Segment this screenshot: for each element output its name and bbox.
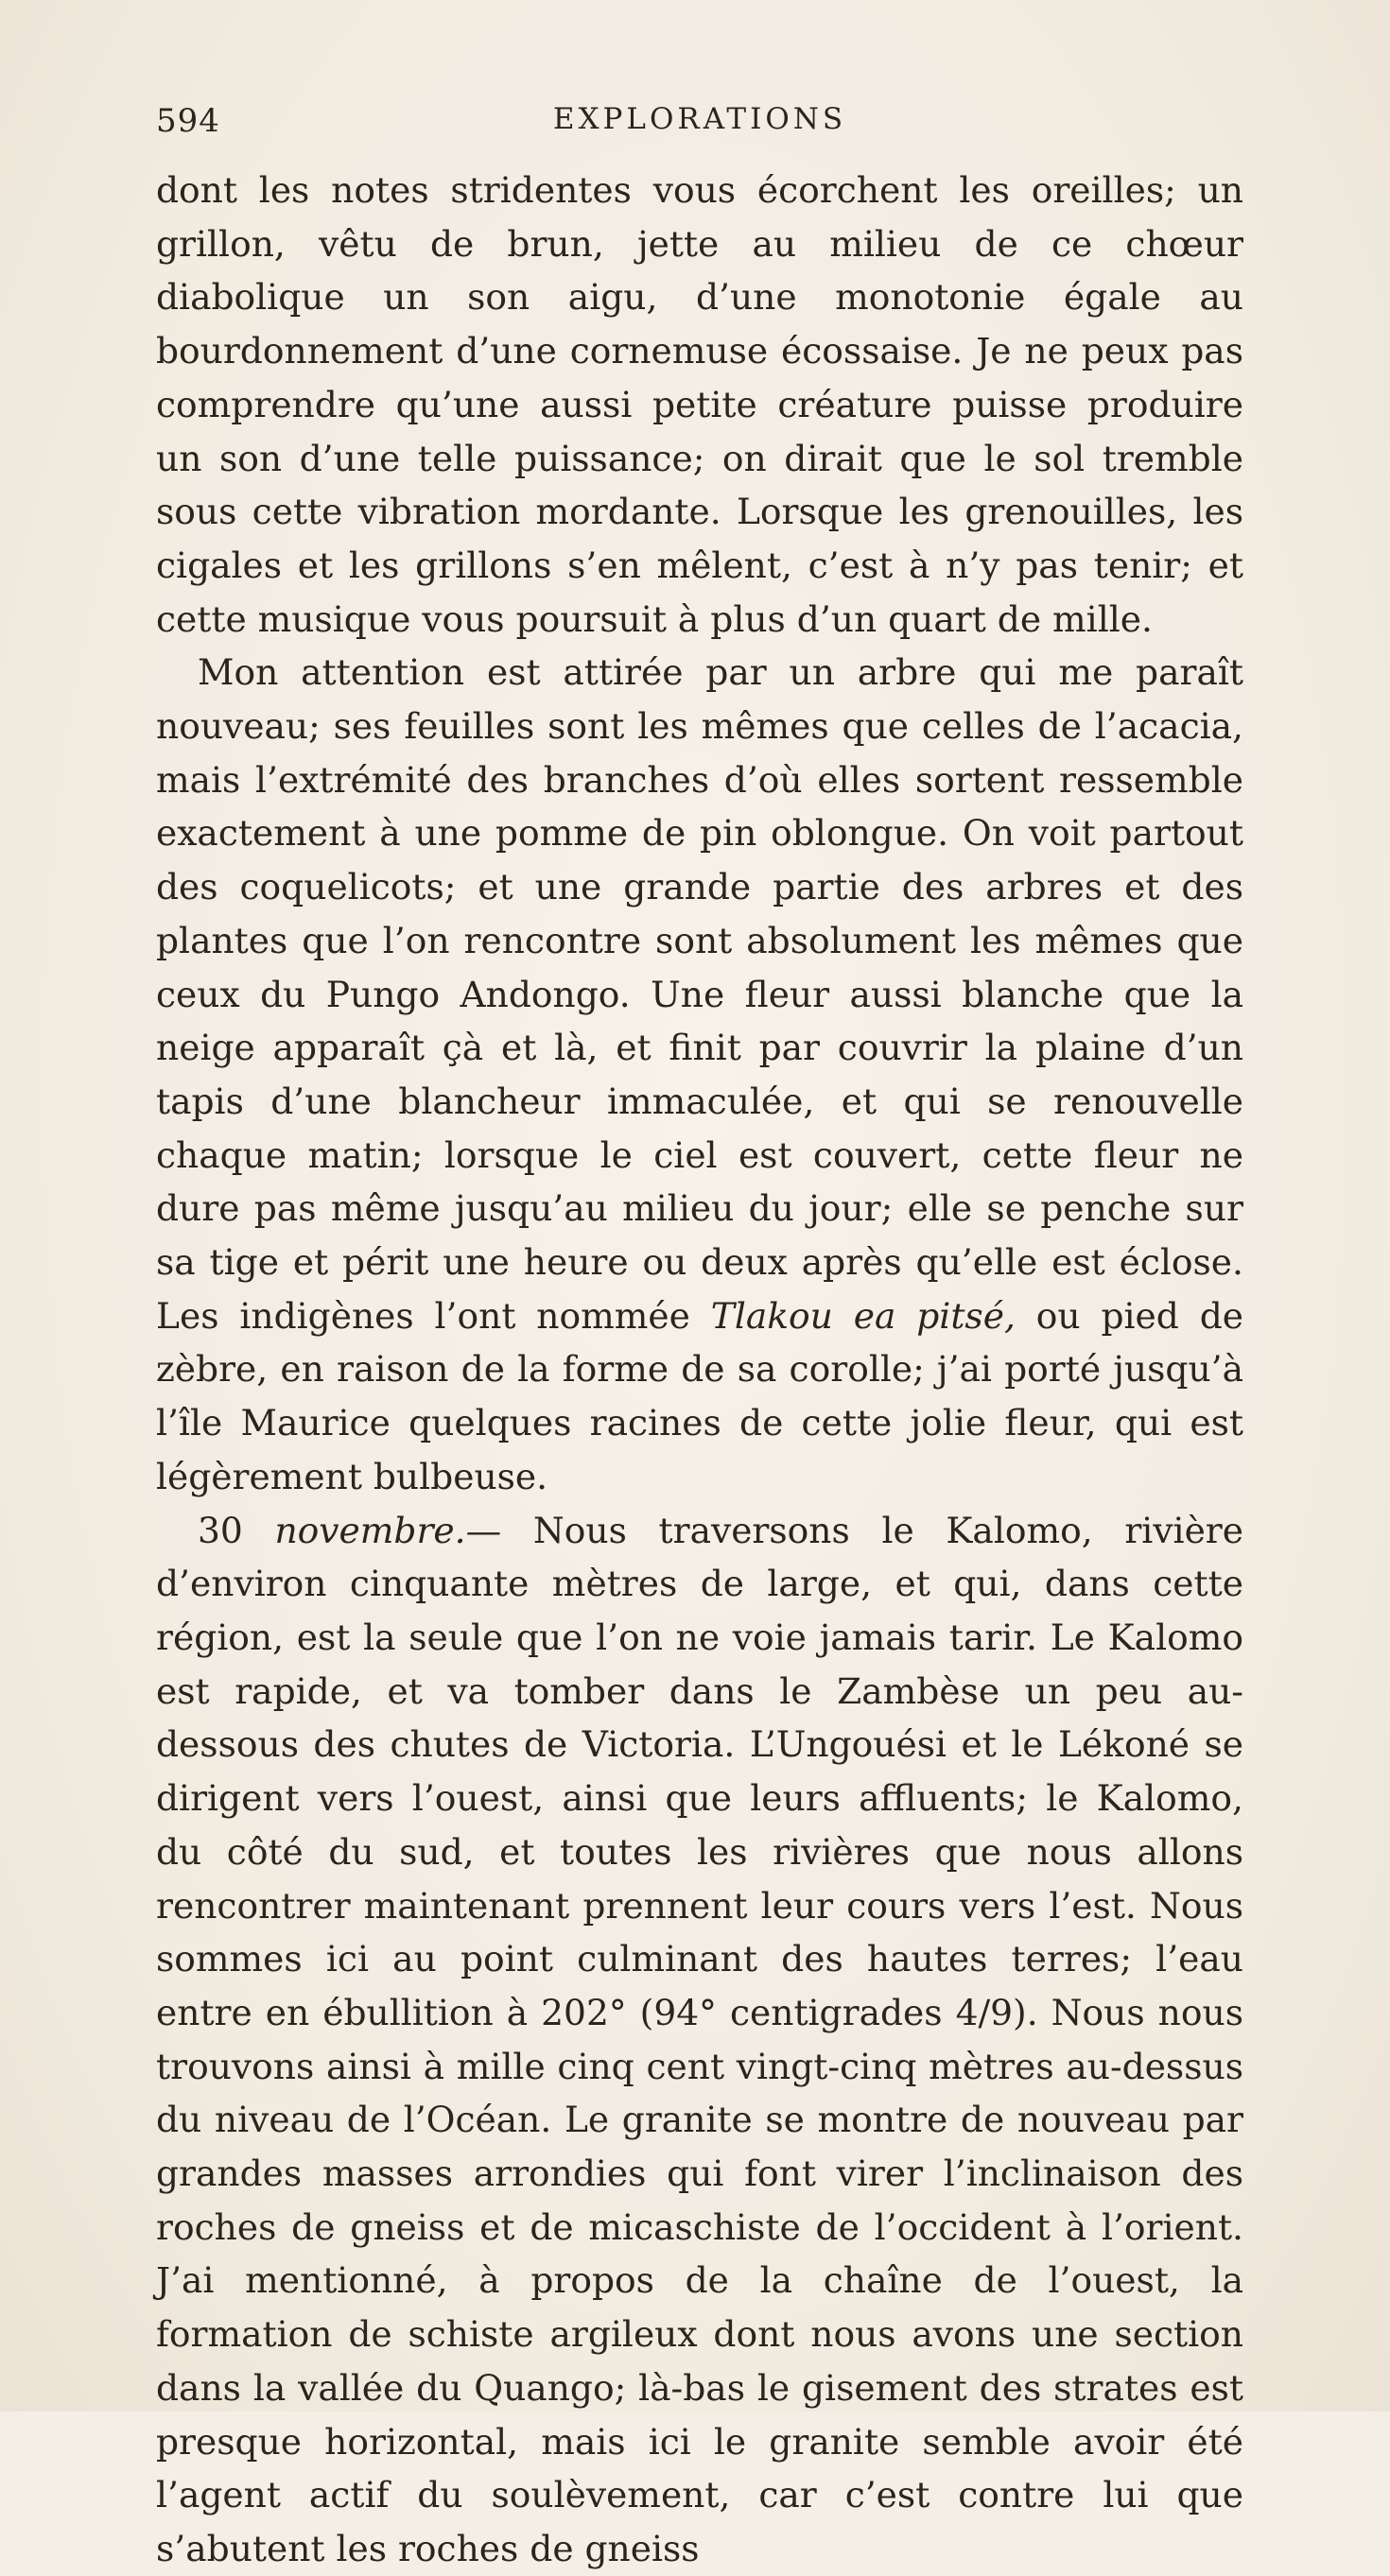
plant-name-italic: Tlakou ea pitsé, (710, 1294, 1016, 1337)
running-title: EXPLORATIONS (552, 102, 847, 136)
entry-day: 30 (198, 1509, 275, 1551)
paragraph-tree-description (156, 646, 1243, 1503)
paragraph-text: — Nous traversons le Kalomo, rivière d’environ cinquante mètres de large, et qui, dans cette région, est la seule que l’on ne voie jamais tarir. Le Kalomo est rapide, et va tomber dans le Zambèse un peu au-dessous des chutes de Victoria. L’Ungouési et le Lékoné se dirigent vers l’ouest, ainsi que leurs affluents; le Kalomo, du côté du sud, et toutes les rivières que nous allons rencontrer maintenant prennent leur cours vers l’est. Nous sommes ici au point culminant des hautes terres; l’eau entre en ébullition à 202° (94° centigrades 4/9). Nous nous trouvons ainsi à mille cinq cent vingt-cinq mètres au-dessus du niveau de l’Océan. Le granite se montre de nouveau par grandes masses arrondies qui font virer l’inclinaison des roches de gneiss et de micaschiste de l’occident à l’orient. J’ai mentionné, à propos de la chaîne de l’ouest, la formation de schiste argileux dont nous avons une section dans la vallée du Quango; là-bas le gisement des strates est presque horizontal, mais ici le granite semble avoir été l’agent actif du soulèvement, car c’est contre lui que s’abutent les roches de gneiss (156, 1509, 1244, 2569)
body-text (156, 164, 1243, 2576)
paragraph-text: Mon attention est attirée par un arbre qui me paraît nouveau; ses feuilles sont les mêmes que celles de l’acacia, mais l’extrémité des branches d’où elles sortent ressemble exactement à une pomme de pin oblongue. On voit partout des coquelicots; et une grande partie des arbres et des plantes que l’on rencontre sont absolument les mêmes que ceux du Pungo Andongo. Une fleur aussi blanche que la neige apparaît çà et là, et finit par couvrir la plaine d’un tapis d’une blancheur immaculée, et qui se renouvelle chaque matin; lorsque le ciel est couvert, cette fleur ne dure pas même jusqu’au milieu du jour; elle se penche sur sa tige et périt une heure ou deux après qu’elle est éclose. Les indigènes l’ont nommée (156, 651, 1243, 1337)
paragraph-journal-entry (156, 1504, 1243, 2576)
paragraph-continuation: dont les notes stridentes vous écorchent les oreilles; un grillon, vêtu de brun, jette au milieu de ce chœur diabolique un son aigu, d’une monotonie égale au bourdonnement d’une cornemuse écossaise. Je ne peux pas comprendre qu’une aussi petite créature puisse produire un son d’une telle puissance; on dirait que le sol tremble sous cette vibration mordante. Lorsque les grenouilles, les cigales et les grillons s’en mêlent, c’est à n’y pas tenir; et cette musique vous poursuit à plus d’un quart de mille. (156, 169, 1243, 640)
entry-month-italic: novembre. (274, 1509, 466, 1551)
paragraph-text: ou pied de zèbre, en raison de la forme de sa corolle; j’ai porté jusqu’à l’île Maurice quelques racines de cette jolie fleur, qui est légèrement bulbeuse. (156, 1294, 1244, 1497)
running-header (156, 102, 1243, 149)
page-number: 594 (156, 102, 220, 140)
